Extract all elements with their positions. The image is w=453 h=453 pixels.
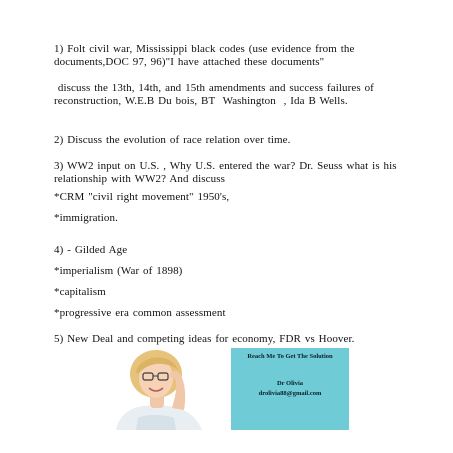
paragraph-immigration: *immigration. xyxy=(54,212,118,224)
promo-email-link[interactable]: drolivia88@gmail.com xyxy=(258,390,322,397)
woman-with-glasses-photo xyxy=(98,348,231,430)
promo-contact-name: Dr Olivia xyxy=(276,380,304,387)
promo-panel[interactable] xyxy=(231,348,349,430)
paragraph-crm: *CRM "civil right movement" 1950's, xyxy=(54,191,230,203)
paragraph-imperialism: *imperialism (War of 1898) xyxy=(54,265,183,277)
paragraph-question-2: 2) Discuss the evolution of race relation over time. xyxy=(54,134,291,146)
paragraph-question-3: 3) WW2 input on U.S. , Why U.S. entered the war? Dr. Seuss what is his relationship with WW2? And discuss xyxy=(54,160,401,185)
paragraph-progressive-era: *progressive era common assessment xyxy=(54,307,226,319)
contact-banner[interactable] xyxy=(98,348,349,430)
paragraph-question-1-detail: discuss the 13th, 14th, and 15th amendments and success failures of reconstruction, W.E.B Du bois, BT Washington , Ida B Wells. xyxy=(54,82,378,107)
paragraph-capitalism: *capitalism xyxy=(54,286,106,298)
promo-heading: Reach Me To Get The Solution xyxy=(247,353,333,360)
paragraph-question-1: 1) Folt civil war, Mississippi black codes (use evidence from the documents,DOC 97, 96)"I have attached these documents" xyxy=(54,43,359,68)
paragraph-question-5: 5) New Deal and competing ideas for economy, FDR vs Hoover. xyxy=(54,333,355,345)
paragraph-question-4: 4) - Gilded Age xyxy=(54,244,128,256)
